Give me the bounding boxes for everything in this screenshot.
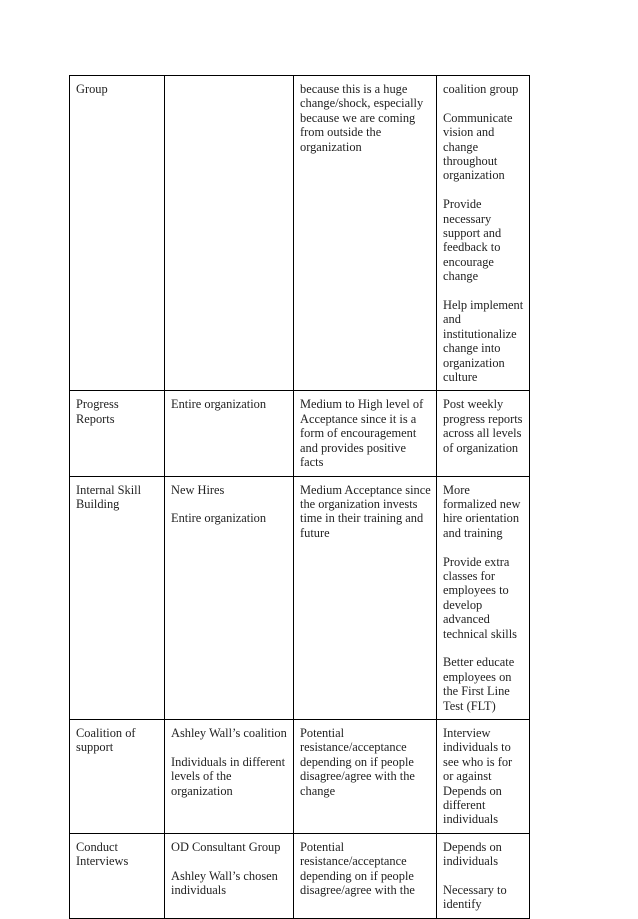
table-cell-col-3 (294, 76, 437, 391)
cell-paragraph: coalition group (443, 82, 519, 96)
cell-paragraph: New Hires (171, 482, 225, 497)
cell-paragraph: Ashley Wall’s coalition (171, 725, 287, 740)
cell-paragraph: because this is a huge change/shock, especially because we are coming from outside the organization (300, 82, 424, 154)
cell-paragraph: Coalition of support (76, 725, 136, 755)
table-body (70, 76, 530, 919)
table-row (70, 391, 530, 476)
cell-paragraph: Help implement and institutionalize change into organization culture (443, 298, 524, 385)
cell-paragraph: Post weekly progress reports across all levels of organization (443, 397, 523, 455)
table-cell-col-4 (437, 833, 530, 918)
table-cell-col-2 (165, 391, 294, 476)
cell-paragraph: Ashley Wall’s chosen individuals (171, 868, 278, 898)
table-cell-col-4 (437, 391, 530, 476)
cell-paragraph: Communicate vision and change throughout organization (443, 110, 513, 183)
cell-paragraph: Progress Reports (76, 397, 119, 426)
cell-paragraph: Better educate employees on the First Line Test (FLT) (443, 655, 515, 713)
table-cell-col-1 (70, 833, 165, 918)
table-cell-col-2 (165, 476, 294, 719)
cell-paragraph: Entire organization (171, 511, 267, 526)
cell-paragraph: Conduct Interviews (76, 839, 129, 869)
table-cell-col-4 (437, 719, 530, 833)
table-cell-col-3 (294, 833, 437, 918)
cell-paragraph: OD Consultant Group (171, 839, 281, 854)
table-cell-col-4 (437, 476, 530, 719)
cell-paragraph: Provide necessary support and feedback to encourage change (443, 197, 502, 284)
cell-paragraph: Depends on individuals (443, 839, 502, 869)
cell-paragraph: Entire organization (171, 397, 267, 412)
change-plan-table (69, 75, 530, 919)
cell-paragraph: Individuals in different levels of the organization (171, 754, 286, 798)
cell-paragraph: Necessary to identify (443, 883, 507, 912)
table-cell-col-3 (294, 719, 437, 833)
table-cell-col-2 (165, 719, 294, 833)
table-cell-col-1 (70, 476, 165, 719)
cell-paragraph: Provide extra classes for employees to develop advanced technical skills (443, 554, 517, 641)
cell-paragraph: Internal Skill Building (76, 482, 142, 511)
table-cell-col-2 (165, 76, 294, 391)
table-cell-col-2 (165, 833, 294, 918)
table-row (70, 719, 530, 833)
table-cell-col-4 (437, 76, 530, 391)
cell-paragraph: Interview individuals to see who is for or against Depends on different individuals (443, 725, 513, 827)
cell-paragraph: Group (76, 82, 108, 96)
table-cell-col-1 (70, 76, 165, 391)
table-cell-col-3 (294, 476, 437, 719)
table-cell-col-1 (70, 719, 165, 833)
table-row (70, 476, 530, 719)
cell-paragraph: Potential resistance/acceptance depending on if people disagree/agree with the change (300, 725, 415, 798)
table-cell-col-1 (70, 391, 165, 476)
cell-paragraph: Medium Acceptance since the organization invests time in their training and future (300, 482, 431, 540)
cell-paragraph: Medium to High level of Acceptance since it is a form of encouragement and provides positive facts (300, 397, 424, 470)
table-row (70, 76, 530, 391)
table-cell-col-3 (294, 391, 437, 476)
table-row (70, 833, 530, 918)
cell-paragraph: Potential resistance/acceptance depending on if people disagree/agree with the (300, 839, 415, 898)
cell-paragraph: More formalized new hire orientation and training (443, 482, 521, 540)
